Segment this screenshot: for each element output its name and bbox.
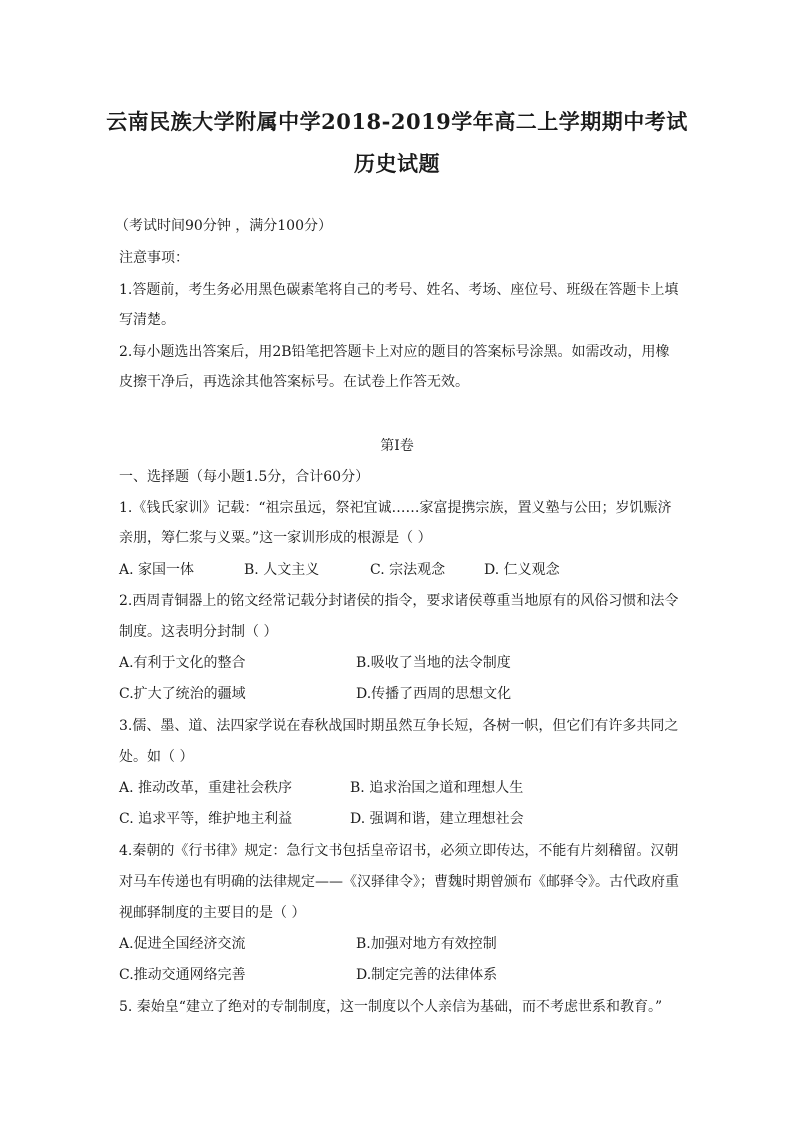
q1-stem-line2: 亲朋，筹仁浆与义粟。”这一家训形成的根源是（ ） [119,530,432,546]
exam-info: （考试时间90分钟 ，满分100分） [115,218,332,234]
q3-stem-line1: 3.儒、墨、道、法四家学说在春秋战国时期虽然互争长短，各树一帜，但它们有许多共同之 [119,718,679,734]
q1-option-c: C. 宗法观念 [370,562,446,578]
q3-option-c: C. 追求平等，维护地主利益 [119,811,293,827]
note1-line2: 写清楚。 [119,312,175,328]
q2-option-d: D.传播了西周的思想文化 [356,686,512,702]
note2-line2: 皮擦干净后，再选涂其他答案标号。在试卷上作答无效。 [119,374,469,390]
exam-title-line1: 云南民族大学附属中学2018-2019学年高二上学期期中考试 [106,109,688,134]
q3-stem-line2: 处。如（ ） [119,749,194,765]
q2-option-a: A.有利于文化的整合 [119,655,246,671]
q1-stem-line1: 1.《钱氏家训》记载：“祖宗虽远，祭祀宜诚……家富提携宗族，置义塾与公田；岁饥赈济 [119,500,672,516]
part-title: 第Ⅰ卷 [380,438,414,454]
notes-heading: 注意事项： [119,250,189,266]
q3-option-a: A. 推动改革，重建社会秩序 [119,780,293,796]
q4-option-d: D.制定完善的法律体系 [356,967,498,983]
q2-option-c: C.扩大了统治的疆域 [119,686,246,702]
q3-option-b: B. 追求治国之道和理想人生 [350,780,524,796]
q4-option-c: C.推动交通网络完善 [119,967,246,983]
q2-option-b: B.吸收了当地的法令制度 [356,655,511,671]
exam-title-line2: 历史试题 [354,151,440,176]
section-title: 一、选择题（每小题1.5分，合计60分） [119,469,370,485]
q2-stem-line1: 2.西周青铜器上的铭文经常记载分封诸侯的指令，要求诸侯尊重当地原有的风俗习惯和法令 [119,593,679,609]
q1-option-a: A. 家国一体 [119,562,195,578]
q4-stem-line1: 4.秦朝的《行书律》规定：急行文书包括皇帝诏书，必须立即传达，不能有片刻稽留。汉朝 [119,843,679,859]
q1-option-b: B. 人文主义 [244,562,320,578]
note2-line1: 2.每小题选出答案后，用2B铅笔把答题卡上对应的题目的答案标号涂黑。如需改动，用橡 [119,344,670,360]
q4-option-a: A.促进全国经济交流 [119,936,246,952]
q4-stem-line2: 对马车传递也有明确的法律规定——《汉驿律令》；曹魏时期曾颁布《邮驿令》。古代政府重 [119,874,679,890]
q3-option-d: D. 强调和谐，建立理想社会 [350,811,524,827]
q4-stem-line3: 视邮驿制度的主要目的是（ ） [119,905,306,921]
note1-line1: 1.答题前，考生务必用黑色碳素笔将自己的考号、姓名、考场、座位号、班级在答题卡上填 [119,282,679,298]
q2-stem-line2: 制度。这表明分封制（ ） [119,624,278,640]
q5-stem-line1: 5. 秦始皇“建立了绝对的专制制度，这一制度以个人亲信为基础，而不考虑世系和教育。” [119,999,663,1015]
q4-option-b: B.加强对地方有效控制 [356,936,497,952]
q1-option-d: D. 仁义观念 [484,562,560,578]
